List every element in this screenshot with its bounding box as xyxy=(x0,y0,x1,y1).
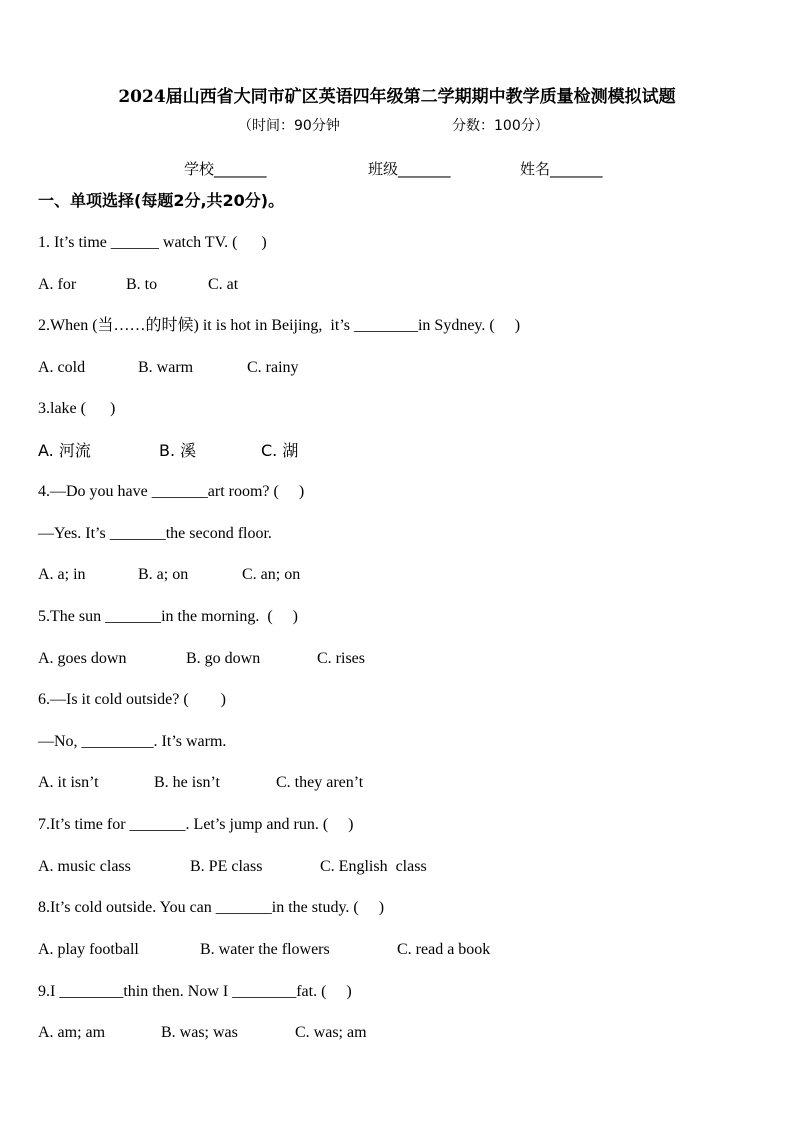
question-8-option-b: B. water the flowers xyxy=(200,941,330,958)
question-3-option-a: A. 河流 xyxy=(38,441,91,460)
question-6-option-a: A. it isn’t xyxy=(38,774,99,791)
question-7-stem: 7.It’s time for _______. Let’s jump and run. ( ) xyxy=(38,816,354,833)
question-9-option-b: B. was; was xyxy=(161,1024,238,1041)
question-8-option-a: A. play football xyxy=(38,941,139,958)
question-3-option-b: B. 溪 xyxy=(159,441,197,460)
question-1-option-a: A. for xyxy=(38,276,77,293)
school-field: 学校_______ xyxy=(184,160,267,178)
question-2-option-b: B. warm xyxy=(138,359,194,376)
question-6-stem: 6.—Is it cold outside? ( ) xyxy=(38,691,226,708)
question-4-stem: 4.—Do you have _______art room? ( ) xyxy=(38,483,305,500)
name-field: 姓名_______ xyxy=(520,160,603,178)
question-8-option-c: C. read a book xyxy=(397,941,491,958)
question-4-option-c: C. an; on xyxy=(242,566,301,583)
question-7-option-c: C. English class xyxy=(320,858,427,875)
question-4-option-b: B. a; on xyxy=(138,566,189,583)
question-9-option-c: C. was; am xyxy=(295,1024,367,1041)
exam-score: 分数：100分） xyxy=(452,118,549,134)
question-6-option-b: B. he isn’t xyxy=(154,774,220,791)
question-9-stem: 9.I ________thin then. Now I ________fat. ( ) xyxy=(38,983,352,1000)
question-3-option-c: C. 湖 xyxy=(261,441,299,460)
question-3-stem: 3.lake ( ) xyxy=(38,400,116,417)
question-2-stem: 2.When (当……的时候) it is hot in Beijing, it’s ________in Sydney. ( ) xyxy=(38,317,521,334)
question-1-stem: 1. It’s time ______ watch TV. ( ) xyxy=(38,234,267,251)
question-4-option-a: A. a; in xyxy=(38,566,86,583)
exam-time: （时间：90分钟 xyxy=(238,118,340,134)
question-2-option-c: C. rainy xyxy=(247,359,299,376)
question-5-option-a: A. goes down xyxy=(38,650,127,667)
question-8-stem: 8.It’s cold outside. You can _______in the study. ( ) xyxy=(38,899,385,916)
section-title: 一、单项选择(每题2分,共20分)。 xyxy=(38,191,285,210)
question-4-stem-2: —Yes. It’s _______the second floor. xyxy=(38,525,272,542)
question-2-option-a: A. cold xyxy=(38,359,86,376)
question-5-option-b: B. go down xyxy=(186,650,261,667)
question-9-option-a: A. am; am xyxy=(38,1024,106,1041)
exam-title: 2024届山西省大同市矿区英语四年级第二学期期中教学质量检测模拟试题 xyxy=(118,87,676,107)
question-1-option-c: C. at xyxy=(208,276,239,293)
question-6-option-c: C. they aren’t xyxy=(276,774,364,791)
question-5-stem: 5.The sun _______in the morning. ( ) xyxy=(38,608,298,625)
question-6-stem-2: —No, _________. It’s warm. xyxy=(38,733,227,750)
class-field: 班级_______ xyxy=(368,160,451,178)
question-5-option-c: C. rises xyxy=(317,650,365,667)
question-1-option-b: B. to xyxy=(126,276,158,293)
question-7-option-a: A. music class xyxy=(38,858,131,875)
question-7-option-b: B. PE class xyxy=(190,858,263,875)
